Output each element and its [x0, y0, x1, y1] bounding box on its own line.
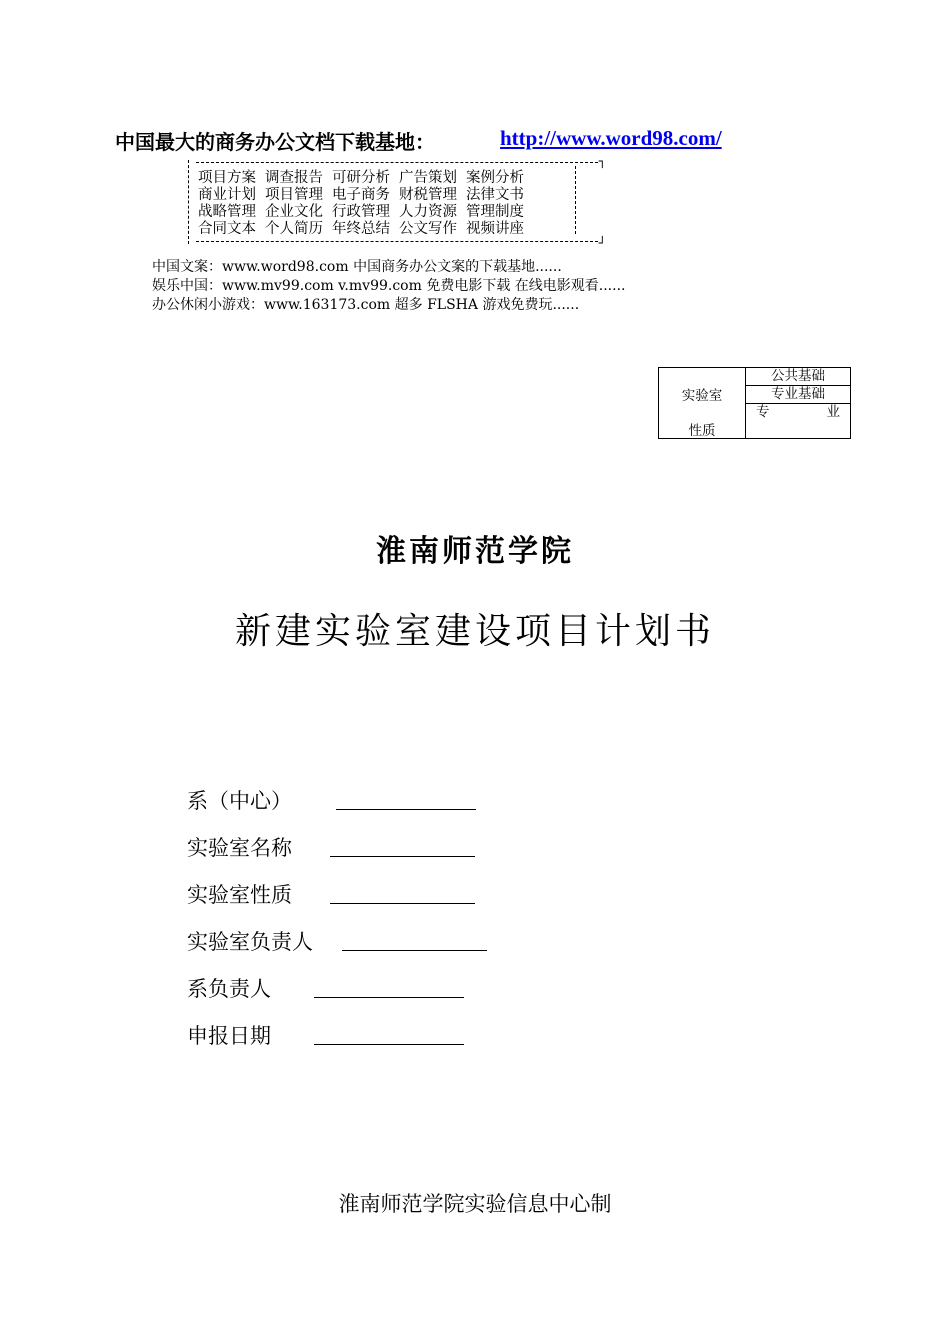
category-item[interactable]: 公文写作 — [399, 221, 457, 237]
category-item[interactable]: 合同文本 — [198, 221, 256, 237]
fill-in-line[interactable] — [330, 903, 475, 904]
category-item[interactable]: 案例分析 — [466, 170, 524, 186]
header-line — [115, 126, 722, 155]
lab-type-label-line2: 性质 — [688, 423, 716, 439]
box-border-left — [188, 160, 189, 244]
category-item[interactable]: 广告策划 — [399, 170, 457, 186]
form-row-department-head — [187, 973, 271, 1003]
category-item[interactable]: 商业计划 — [198, 187, 256, 203]
box-corner-bottom-right: ┘ — [598, 236, 606, 250]
category-row — [198, 170, 533, 186]
lab-type-label-line1: 实验室 — [681, 388, 723, 404]
category-item[interactable]: 战略管理 — [198, 204, 256, 220]
field-label: 实验室负责人 — [187, 930, 313, 954]
category-item[interactable]: 管理制度 — [466, 204, 524, 220]
form-row-department — [187, 785, 292, 815]
category-item[interactable]: 可研分析 — [332, 170, 390, 186]
form-row-lab-name — [187, 832, 292, 862]
category-item[interactable]: 企业文化 — [265, 204, 323, 220]
category-row — [198, 221, 533, 237]
category-item[interactable]: 人力资源 — [399, 204, 457, 220]
fill-in-line[interactable] — [314, 997, 464, 998]
lab-type-option: 专业 — [746, 404, 851, 439]
lab-type-label-cell — [659, 368, 746, 439]
field-label: 系（中心） — [187, 789, 292, 813]
category-item[interactable]: 年终总结 — [332, 221, 390, 237]
box-corner-top-right: ┐ — [598, 154, 606, 168]
box-border-bottom — [196, 241, 598, 242]
category-item[interactable]: 法律文书 — [466, 187, 524, 203]
fill-in-line[interactable] — [342, 950, 487, 951]
category-row — [198, 204, 533, 220]
school-title: 淮南师范学院 — [376, 534, 574, 569]
lab-type-table — [658, 367, 851, 439]
header-text: 中国最大的商务办公文档下载基地： — [115, 130, 435, 154]
fill-in-line[interactable] — [314, 1044, 464, 1045]
lab-type-option: 专业基础 — [746, 386, 851, 404]
document-title: 新建实验室建设项目计划书 — [234, 611, 715, 652]
category-item[interactable]: 项目方案 — [198, 170, 256, 186]
category-item[interactable]: 调查报告 — [265, 170, 323, 186]
footer-issuer: 淮南师范学院实验信息中心制 — [338, 1192, 612, 1216]
category-item[interactable]: 个人简历 — [265, 221, 323, 237]
category-item[interactable]: 项目管理 — [265, 187, 323, 203]
header-url-link[interactable]: http://www.word98.com/ — [500, 126, 722, 150]
category-box — [188, 154, 606, 250]
category-row — [198, 187, 533, 203]
form-row-lab-head — [187, 926, 313, 956]
field-label: 实验室性质 — [187, 883, 292, 907]
ad-line: 娱乐中国：www.mv99.com v.mv99.com 免费电影下载 在线电影观看...... — [152, 278, 626, 294]
category-item[interactable]: 财税管理 — [399, 187, 457, 203]
field-label: 实验室名称 — [187, 836, 292, 860]
lab-type-option: 公共基础 — [746, 368, 851, 386]
fill-in-line[interactable] — [336, 809, 476, 810]
category-item[interactable]: 行政管理 — [332, 204, 390, 220]
box-border-right — [575, 166, 576, 234]
category-item[interactable]: 电子商务 — [332, 187, 390, 203]
ad-line: 办公休闲小游戏：www.163173.com 超多 FLSHA 游戏免费玩...... — [152, 297, 580, 313]
field-label: 系负责人 — [187, 977, 271, 1001]
category-item[interactable]: 视频讲座 — [466, 221, 524, 237]
field-label: 申报日期 — [187, 1024, 271, 1048]
box-border-top — [196, 162, 598, 163]
form-row-date — [187, 1020, 271, 1050]
ad-line: 中国文案：www.word98.com 中国商务办公文案的下载基地...... — [152, 259, 562, 275]
fill-in-line[interactable] — [330, 856, 475, 857]
form-row-lab-type — [187, 879, 292, 909]
